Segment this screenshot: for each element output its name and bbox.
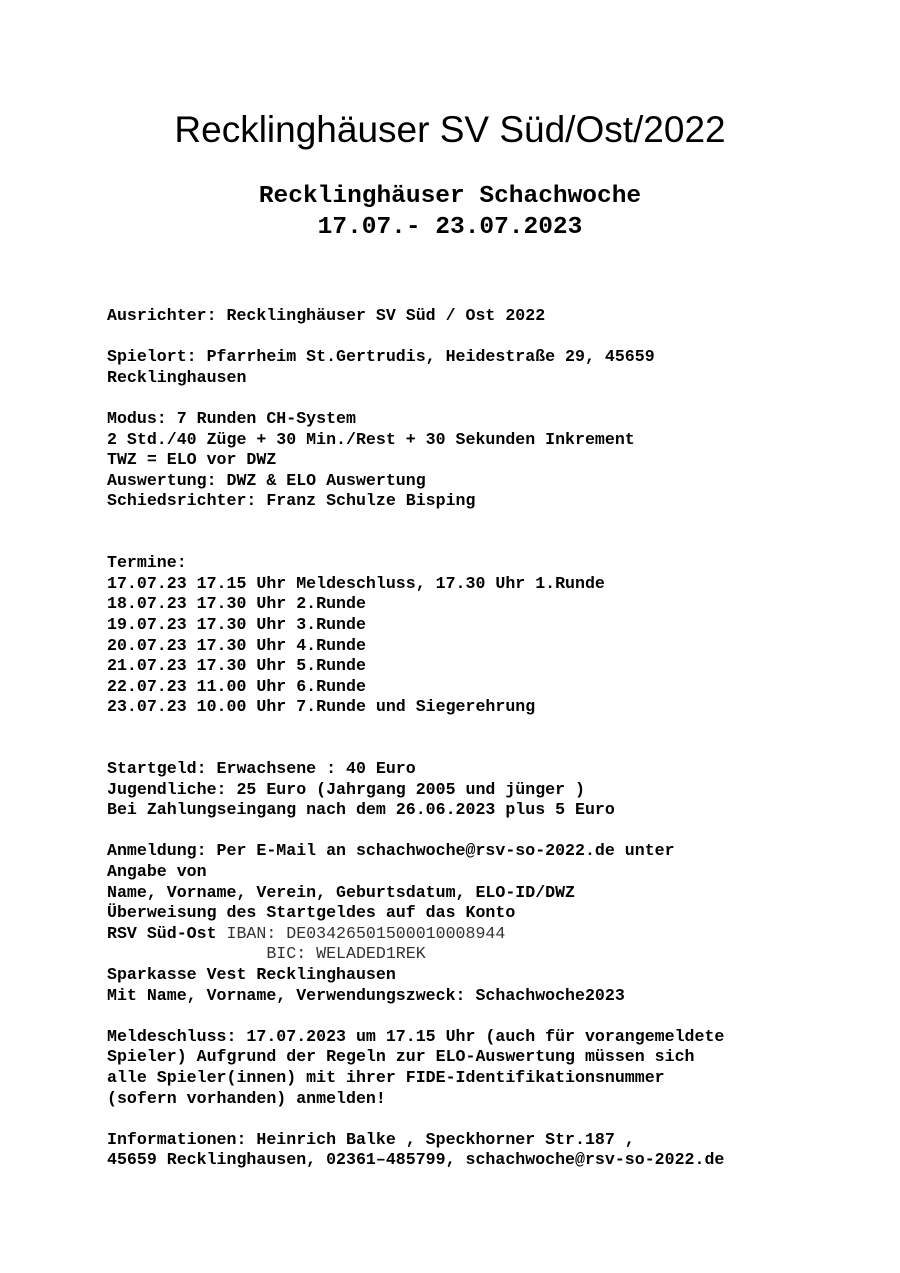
schedule-row: 20.07.23 17.30 Uhr 4.Runde <box>107 635 366 655</box>
deadline-line: alle Spieler(innen) mit ihrer FIDE-Identifikationsnummer <box>107 1067 665 1087</box>
mode-line: Schiedsrichter: Franz Schulze Bisping <box>107 491 476 511</box>
info-line: 45659 Recklinghausen, 02361–485799, schachwoche@rsv-so-2022.de <box>107 1150 725 1170</box>
account-holder: RSV Süd-Ost <box>107 923 217 943</box>
document-body <box>107 306 887 1171</box>
payment-reference: Mit Name, Vorname, Verwendungszweck: Schachwoche2023 <box>107 985 625 1005</box>
schedule-row: 18.07.23 17.30 Uhr 2.Runde <box>107 594 366 614</box>
mode-line: 2 Std./40 Züge + 30 Min./Rest + 30 Sekunden Inkrement <box>107 429 635 449</box>
event-name: Recklinghäuser Schachwoche <box>258 183 642 210</box>
venue-line: Spielort: Pfarrheim St.Gertrudis, Heidestraße 29, 45659 <box>107 347 655 367</box>
mode-line: TWZ = ELO vor DWZ <box>107 450 277 470</box>
schedule-row: 17.07.23 17.15 Uhr Meldeschluss, 17.30 Uhr 1.Runde <box>107 573 605 593</box>
schedule-row: 22.07.23 11.00 Uhr 6.Runde <box>107 676 366 696</box>
venue-line: Recklinghausen <box>107 367 247 387</box>
registration-line: Überweisung des Startgeldes auf das Konto <box>107 903 516 923</box>
schedule-row: 23.07.23 10.00 Uhr 7.Runde und Siegerehrung <box>107 697 536 717</box>
registration-line: Anmeldung: Per E-Mail an schachwoche@rsv-so-2022.de unter <box>107 841 675 861</box>
event-subtitle <box>0 181 900 243</box>
schedule-row: 19.07.23 17.30 Uhr 3.Runde <box>107 614 366 634</box>
mode-line: Auswertung: DWZ & ELO Auswertung <box>107 470 426 490</box>
deadline-line: Spieler) Aufgrund der Regeln zur ELO-Auswertung müssen sich <box>107 1047 695 1067</box>
page-title: Recklinghäuser SV Süd/Ost/2022 <box>174 109 726 150</box>
bank-account-line <box>107 924 887 945</box>
bic-value: BIC: WELADED1REK <box>107 944 426 964</box>
iban-value: IBAN: DE03426501500010008944 <box>216 923 506 943</box>
deadline-line: Meldeschluss: 17.07.2023 um 17.15 Uhr (auch für vorangemeldete <box>107 1026 725 1046</box>
fee-line: Startgeld: Erwachsene : 40 Euro <box>107 759 416 779</box>
organizer-line: Ausrichter: Recklinghäuser SV Süd / Ost 2022 <box>107 306 546 325</box>
event-dates: 17.07.- 23.07.2023 <box>317 214 583 241</box>
registration-line: Angabe von <box>107 862 207 882</box>
fee-line: Bei Zahlungseingang nach dem 26.06.2023 plus 5 Euro <box>107 800 615 820</box>
schedule-heading: Termine: <box>107 553 187 573</box>
mode-line: Modus: 7 Runden CH-System <box>107 408 356 428</box>
registration-line: Name, Vorname, Verein, Geburtsdatum, ELO-ID/DWZ <box>107 882 576 902</box>
fee-line: Jugendliche: 25 Euro (Jahrgang 2005 und jünger ) <box>107 779 585 799</box>
info-line: Informationen: Heinrich Balke , Speckhorner Str.187 , <box>107 1129 635 1149</box>
bank-name: Sparkasse Vest Recklinghausen <box>107 965 396 984</box>
schedule-row: 21.07.23 17.30 Uhr 5.Runde <box>107 656 366 676</box>
deadline-line: (sofern vorhanden) anmelden! <box>107 1088 386 1108</box>
